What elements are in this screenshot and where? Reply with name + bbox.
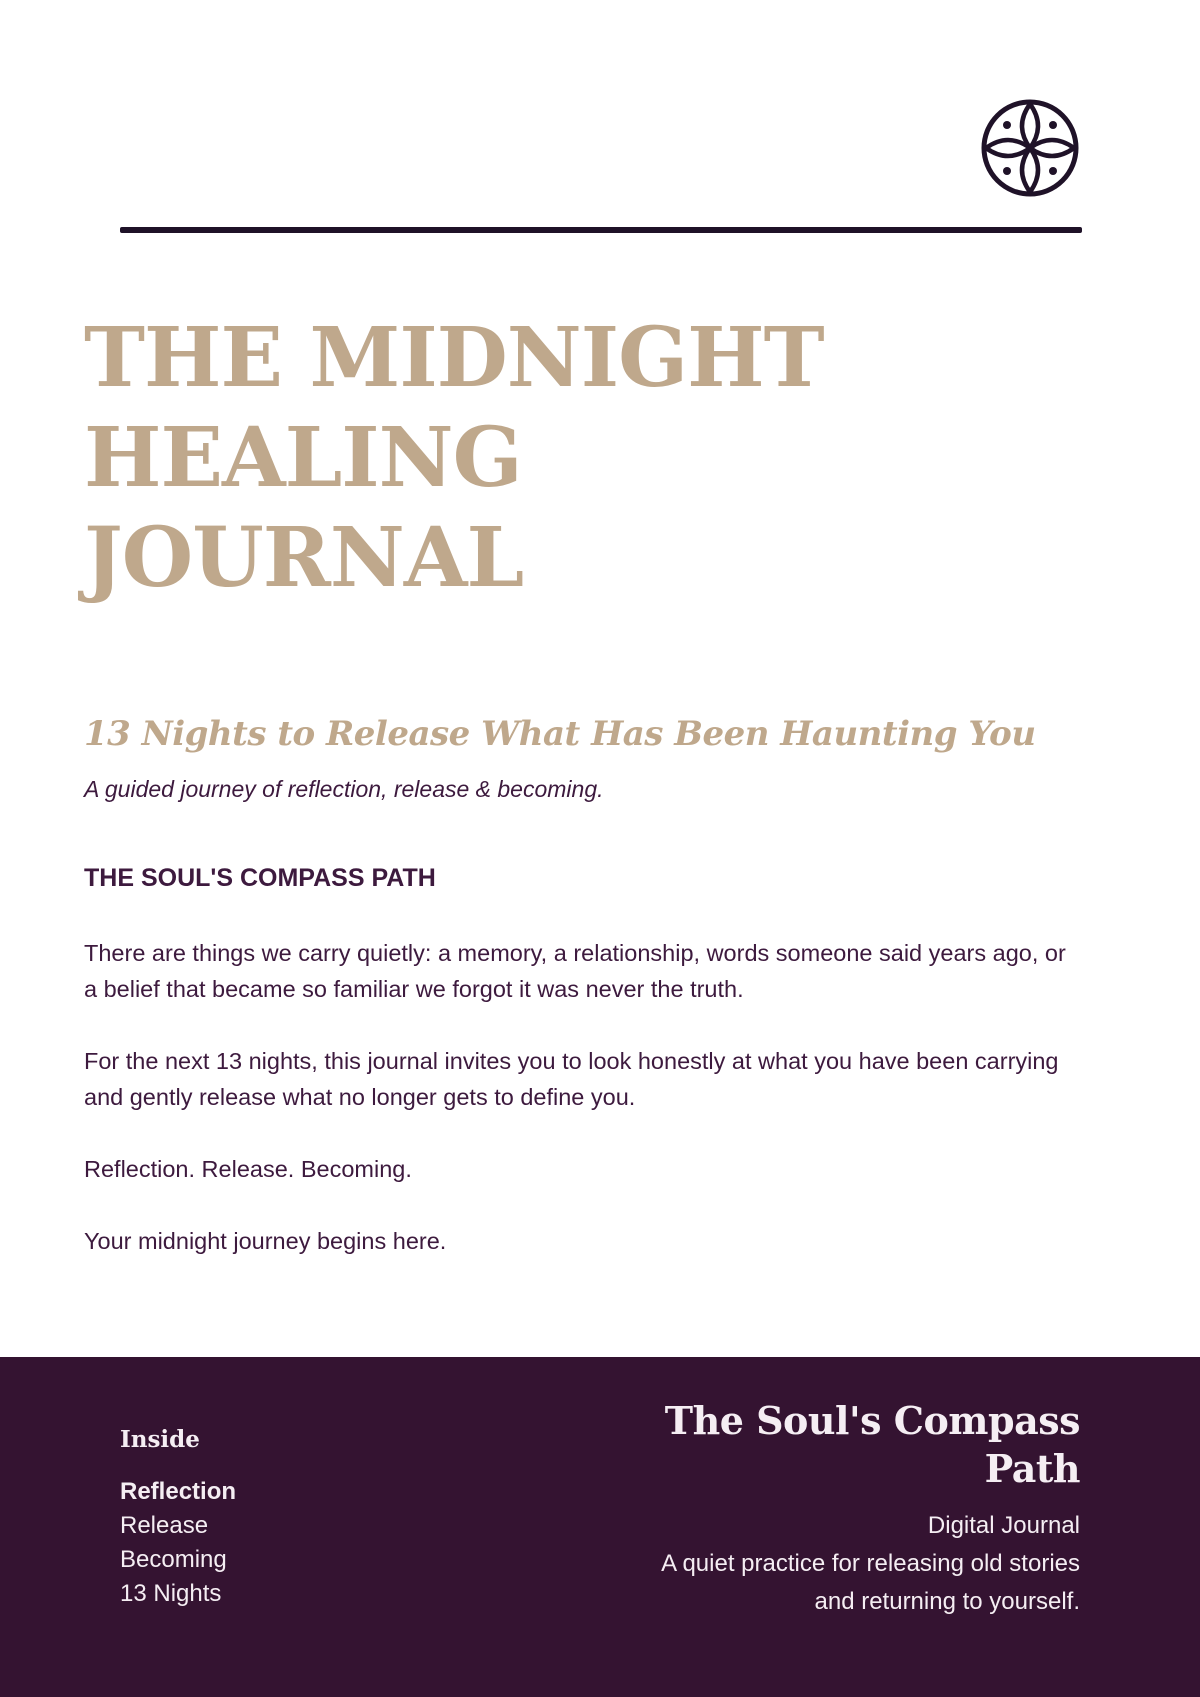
- body-paragraph: For the next 13 nights, this journal invites you to look honestly at what you have been carrying and gently release what no longer gets to define you.: [84, 1048, 1059, 1110]
- brand-description: A quiet practice for releasing old stories: [661, 1550, 1080, 1577]
- four-petal-circle-icon: [980, 98, 1080, 198]
- inside-list-block: [120, 1425, 236, 1611]
- inside-item-nights: 13 Nights: [120, 1580, 222, 1607]
- brand-block: [600, 1397, 1080, 1621]
- inside-item-becoming: Becoming: [120, 1546, 227, 1573]
- body-paragraph: Reflection. Release. Becoming.: [84, 1156, 412, 1182]
- brand-title: The Soul's Compass Path: [664, 1398, 1080, 1491]
- footer-band: [0, 1357, 1200, 1697]
- title-line-2: HEALING: [84, 410, 522, 506]
- header-divider: [120, 227, 1082, 233]
- inside-heading: Inside: [120, 1426, 200, 1453]
- subtitle: 13 Nights to Release What Has Been Haunting You: [84, 714, 1036, 754]
- body-paragraph: Your midnight journey begins here.: [84, 1228, 447, 1254]
- body-copy: [84, 935, 1074, 1295]
- section-heading: THE SOUL'S COMPASS PATH: [84, 864, 436, 892]
- title-line-1: THE MIDNIGHT: [84, 310, 824, 406]
- tagline: A guided journey of reflection, release & becoming.: [84, 776, 604, 802]
- brand-format: Digital Journal: [927, 1512, 1080, 1539]
- inside-item-release: Release: [120, 1512, 209, 1539]
- brand-description-continued: and returning to yourself.: [814, 1588, 1080, 1615]
- inside-item-reflection: Reflection: [120, 1478, 237, 1505]
- inside-list: [120, 1475, 236, 1611]
- title-line-3: JOURNAL: [84, 510, 524, 606]
- page-title: [84, 308, 984, 608]
- body-paragraph: There are things we carry quietly: a memory, a relationship, words someone said years ago, or a belief that became so familiar we forgot it was never the truth.: [84, 940, 1066, 1002]
